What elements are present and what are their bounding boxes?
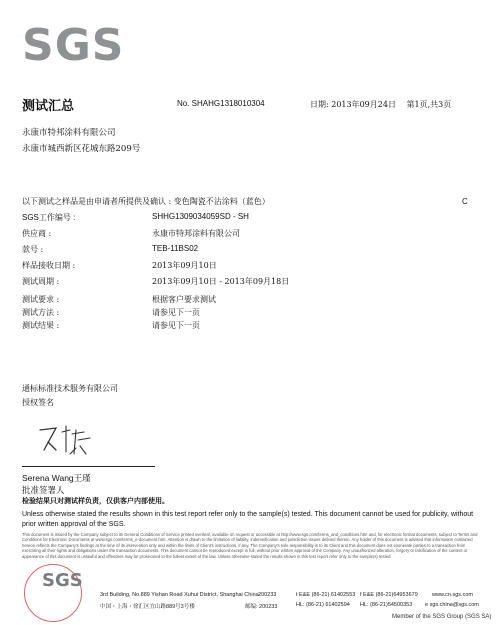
- report-number: No. SHAHG1318010304: [177, 99, 265, 108]
- phone-hl: HL: (86-21) 61402594: [296, 602, 350, 608]
- field-label: 供应商 :: [22, 229, 52, 238]
- sgs-logo: SGS: [22, 20, 125, 71]
- signing-organization: 通标标准技术服务有限公司: [22, 384, 118, 393]
- footer-sgs-logo: SGS: [42, 570, 83, 591]
- field-value: 请参见下一页: [152, 321, 200, 330]
- field-label: 样品接收日期 :: [22, 261, 76, 270]
- field-label: SGS工作编号 :: [22, 213, 76, 222]
- address-cn: 中国・上海・徐汇区宜山路889号3号楼: [100, 604, 195, 610]
- field-value: 永康市特邦涂料有限公司: [152, 229, 240, 238]
- fax-hl: HL: (86-21)54500353: [360, 602, 413, 608]
- sgs-group-member: Member of the SGS Group (SGS SA): [392, 614, 492, 620]
- postcode-en: 200233: [258, 592, 277, 598]
- date-line: [310, 99, 459, 110]
- terms-fineprint: This document is issued by the Company subject to its General Conditions of Service printed overleaf, available on request or accessible at http://www.sgs.com/terms_and_conditions.htm and, for electronic format documents, subject to Terms and Conditions for Electronic Documents at www.sgs.com/terms_e-document.htm. Attention is drawn to the limitation of liability, indemnification and jurisdiction issues defined therein. Any holder of this document is advised that information contained hereon reflects the Company's findings at the time of its intervention only and within the limits of Client's instructions, if any. The Company's sole responsibility is to its Client and this document does not exonerate parties to a transaction from exercising all their rights and obligations under the transaction documents. This document cannot be reproduced except in full, without prior written approval of the Company. Any unauthorized alteration, forgery or falsification of the content or appearance of this document is unlawful and offenders may be prosecuted to the fullest extent of the law. Unless otherwise stated the results shown in this test report refer only to the sample(s) tested.: [22, 532, 478, 559]
- company-address: 永康市城西新区花城东路209号: [22, 144, 141, 154]
- field-label: 测试要求 :: [22, 295, 60, 304]
- field-value: 根据客户要求测试: [152, 295, 216, 304]
- authorized-signature-label: 授权签名: [22, 398, 54, 407]
- page-count: 第1页,共3页: [406, 100, 452, 109]
- postcode-cn: 邮编: 200233: [245, 604, 278, 610]
- field-value: 2013年09月10日 - 2013年09月18日: [152, 277, 290, 286]
- sample-intro: 以下测试之样品是由申请者所提供及确认 : 变色陶瓷不沾涂料（蓝色）: [22, 197, 270, 206]
- fax-ee: f E&E (86-21)64953679: [360, 592, 418, 598]
- results-notice: Unless otherwise stated the results shown in this test report refer only to the sample(s) tested. This document cannot be used for publicity, without prior written approval of the SGS.: [22, 511, 474, 528]
- handwritten-signature: [36, 420, 96, 460]
- field-value: SHHG1309034059SD - SH: [152, 212, 249, 221]
- signer-name-text: Serena Wang王瑾: [22, 473, 91, 483]
- email-link[interactable]: e sgs.china@sgs.com: [425, 602, 479, 608]
- field-value: TEB-11BS02: [152, 244, 199, 253]
- signer-name: [22, 472, 91, 484]
- address-en: 3rd Building, No.889 Yishan Road Xuhui District, Shanghai China: [100, 592, 259, 598]
- field-label: 测试方法 :: [22, 308, 60, 317]
- field-label: 测试结果 :: [22, 321, 60, 330]
- company-name: 永康市特邦涂料有限公司: [22, 128, 116, 138]
- page-title: 测试汇总: [22, 99, 75, 114]
- approver-role: 批准签署人: [22, 486, 65, 496]
- field-value: 请参见下一页: [152, 308, 200, 317]
- signature-line: [22, 466, 155, 467]
- report-date: 日期: 2013年09月24日: [310, 100, 396, 109]
- result-note-cn: 检验结果只对测试样负责，仅供客户内部使用。: [22, 496, 169, 505]
- website-link[interactable]: www.cn.sgs.com: [432, 592, 473, 598]
- corner-mark: C: [462, 197, 468, 206]
- field-label: 测试周期 :: [22, 277, 60, 286]
- phone-ee: t E&E (86-21) 61402553: [296, 592, 356, 598]
- field-value: 2013年09月10日: [152, 261, 217, 270]
- field-label: 款号 :: [22, 245, 44, 254]
